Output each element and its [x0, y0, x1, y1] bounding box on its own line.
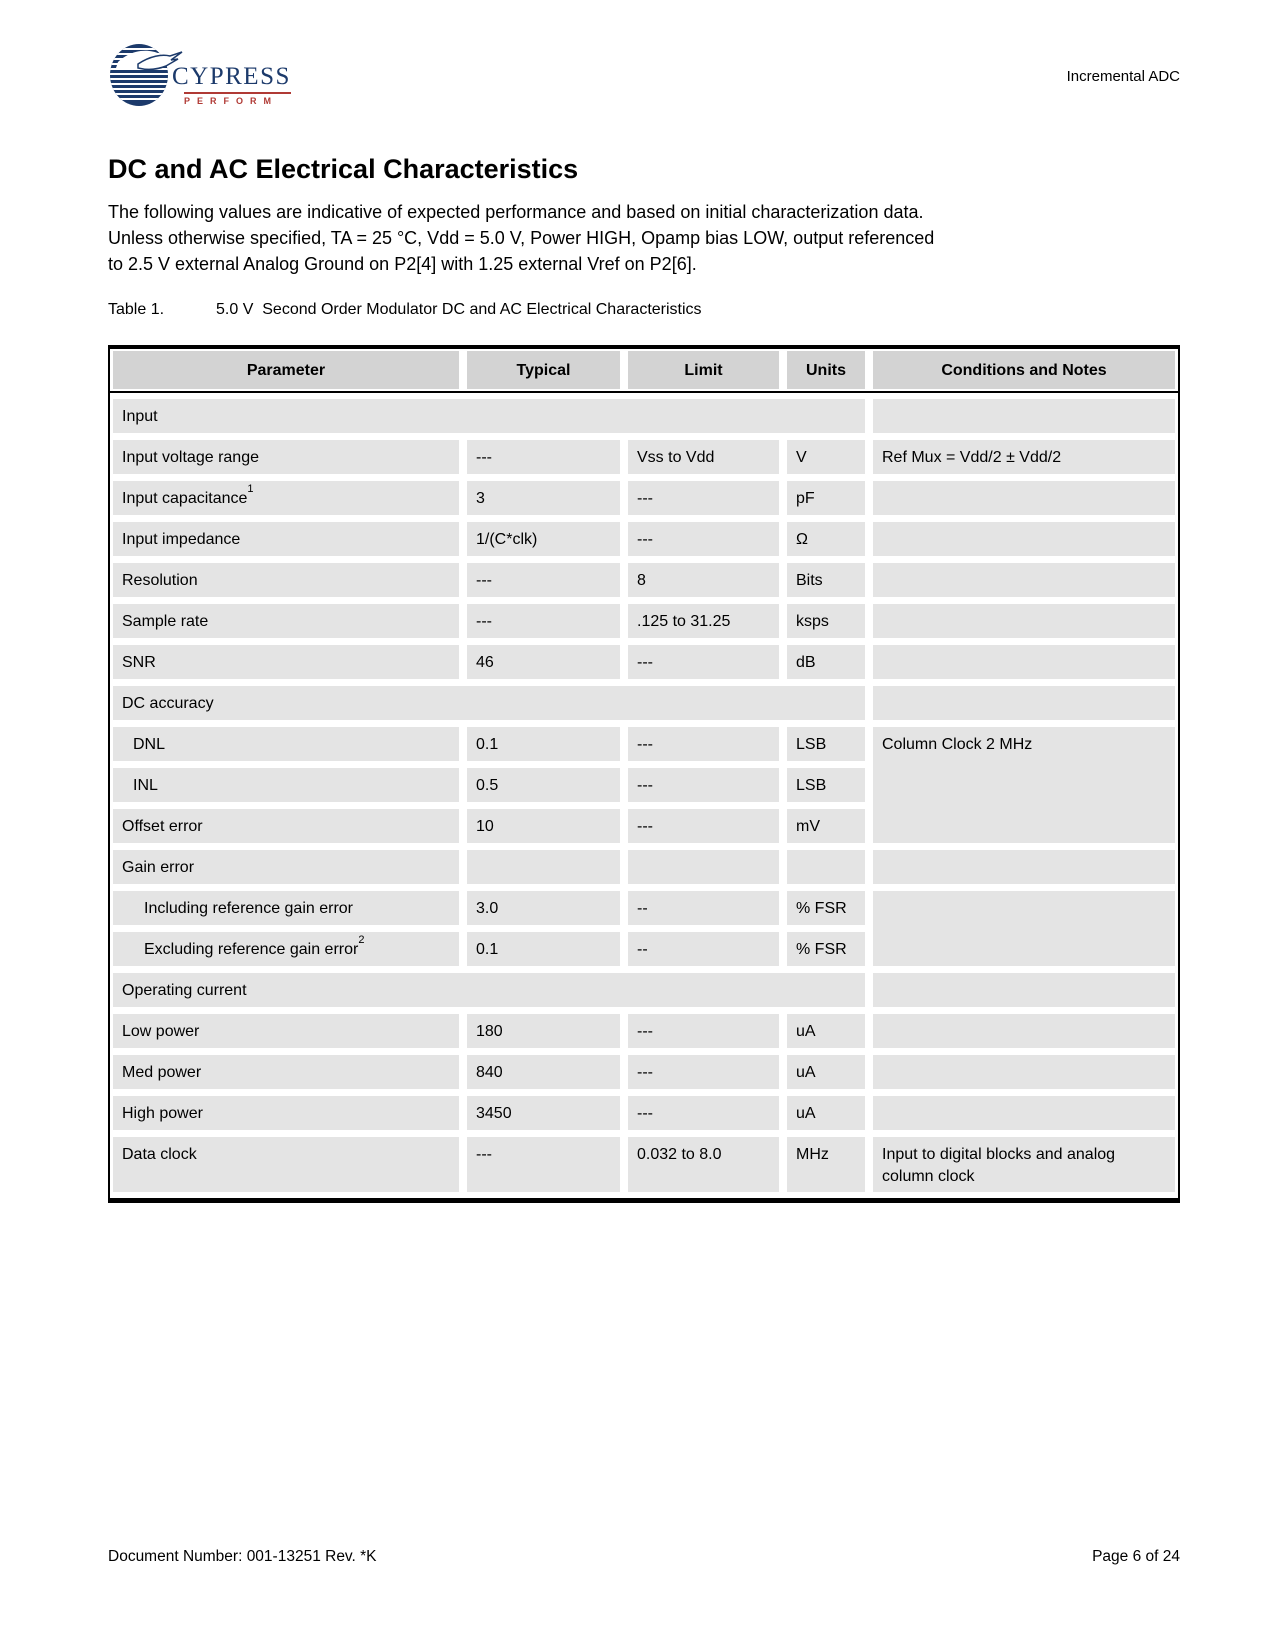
table-cell-limit: Vss to Vdd [628, 440, 779, 474]
table-cell-limit: -- [628, 891, 779, 925]
column-header-limit: Limit [628, 351, 779, 389]
brand-tagline: PERFORM [184, 92, 291, 106]
table-cell-units: uA [787, 1096, 865, 1130]
table-cell-typical: --- [467, 1137, 620, 1192]
table-cell-units: pF [787, 481, 865, 515]
table-cell-parameter: Including reference gain error [113, 891, 459, 925]
table-cell-conditions: Input to digital blocks and analog column clock [873, 1137, 1175, 1192]
table-cell-units: mV [787, 809, 865, 843]
table-cell-typical: 1/(C*clk) [467, 522, 620, 556]
table-cell-units: uA [787, 1055, 865, 1089]
column-header-conditions: Conditions and Notes [873, 351, 1175, 389]
logo-text [172, 64, 291, 106]
column-header-typical: Typical [467, 351, 620, 389]
table-cell-parameter: SNR [113, 645, 459, 679]
table-cell-conditions [873, 1014, 1175, 1048]
table-header-row [110, 349, 1178, 393]
table-cell-parameter: Offset error [113, 809, 459, 843]
table-cell-parameter: DNL [113, 727, 459, 761]
intro-line-1: The following values are indicative of expected performance and based on initial characterization data. [108, 202, 924, 222]
table-cell-typical: --- [467, 563, 620, 597]
table-cell-typical: 3450 [467, 1096, 620, 1130]
table-cell-typical: 10 [467, 809, 620, 843]
table-cell-typical: --- [467, 440, 620, 474]
table-cell-conditions [873, 522, 1175, 556]
table-cell-units: Bits [787, 563, 865, 597]
page-number: Page 6 of 24 [1092, 1548, 1180, 1565]
intro-line-3: to 2.5 V external Analog Ground on P2[4] with 1.25 external Vref on P2[6]. [108, 254, 697, 274]
table-cell-typical: 3.0 [467, 891, 620, 925]
section-row-dc-accuracy: DC accuracy [113, 686, 865, 720]
footnote-ref: 2 [358, 933, 365, 946]
table-cell-parameter: Sample rate [113, 604, 459, 638]
table-cell-parameter: Resolution [113, 563, 459, 597]
page-footer [108, 1548, 1180, 1566]
table-cell-parameter: INL [113, 768, 459, 802]
table-cell-units: LSB [787, 768, 865, 802]
table-cell-units: % FSR [787, 932, 865, 966]
table-cell-conditions [873, 563, 1175, 597]
table-body [110, 393, 1178, 1198]
table-cell-conditions: Column Clock 2 MHz [873, 727, 1175, 843]
section-row-operating-current: Operating current [113, 973, 865, 1007]
table-cell-limit [628, 850, 779, 884]
table-cell-units [787, 850, 865, 884]
table-cell-parameter: Input impedance [113, 522, 459, 556]
section-heading: DC and AC Electrical Characteristics [108, 154, 579, 184]
table-cell-units: LSB [787, 727, 865, 761]
table-cell-limit: --- [628, 809, 779, 843]
table-caption [108, 301, 1180, 319]
table-cell-typical: 0.5 [467, 768, 620, 802]
table-cell-parameter: Excluding reference gain error$^2$ [113, 932, 459, 966]
table-cell-conditions [873, 399, 1175, 433]
table-cell-conditions [873, 604, 1175, 638]
table-cell-typical: --- [467, 604, 620, 638]
table-cell-conditions [873, 891, 1175, 966]
table-cell-limit: --- [628, 727, 779, 761]
intro-line-2: Unless otherwise specified, TA = 25 °C, Vdd = 5.0 V, Power HIGH, Opamp bias LOW, output referenced [108, 228, 935, 248]
table-cell-limit: --- [628, 522, 779, 556]
table-cell-limit: -- [628, 932, 779, 966]
table-cell-limit: .125 to 31.25 [628, 604, 779, 638]
brand-name: CYPRESS [172, 63, 291, 90]
table-cell-conditions [873, 481, 1175, 515]
table-cell-conditions [873, 973, 1175, 1007]
table-cell-conditions [873, 645, 1175, 679]
table-cell-limit: --- [628, 1096, 779, 1130]
table-cell-limit: --- [628, 481, 779, 515]
table-cell-limit: --- [628, 1055, 779, 1089]
table-cell-conditions [873, 1055, 1175, 1089]
table-cell-units: % FSR [787, 891, 865, 925]
table-cell-typical: 0.1 [467, 727, 620, 761]
table-cell-units: dB [787, 645, 865, 679]
table-cell-limit: --- [628, 768, 779, 802]
table-cell-parameter: Low power [113, 1014, 459, 1048]
table-cell-units: uA [787, 1014, 865, 1048]
table-cell-typical: 3 [467, 481, 620, 515]
column-header-parameter: Parameter [113, 351, 459, 389]
table-cell-parameter: Input voltage range [113, 440, 459, 474]
table-cell-typical: 0.1 [467, 932, 620, 966]
table-cell-parameter: Input capacitance$^1$ [113, 481, 459, 515]
document-number: Document Number: 001-13251 Rev. *K [108, 1548, 377, 1565]
section-row-input: Input [113, 399, 865, 433]
cypress-logo [108, 42, 291, 108]
table-cell-limit: 8 [628, 563, 779, 597]
table-cell-units: V [787, 440, 865, 474]
intro-paragraph [108, 199, 1180, 277]
table-cell-typical: 46 [467, 645, 620, 679]
table-caption-title: 5.0 V Second Order Modulator DC and AC Electrical Characteristics [216, 301, 702, 318]
table-cell-limit: --- [628, 645, 779, 679]
table-cell-parameter: High power [113, 1096, 459, 1130]
table-cell-typical: 840 [467, 1055, 620, 1089]
table-cell-units: MHz [787, 1137, 865, 1192]
table-cell-conditions: Ref Mux = Vdd/2 ± Vdd/2 [873, 440, 1175, 474]
table-cell-limit: 0.032 to 8.0 [628, 1137, 779, 1192]
page-header [108, 42, 1180, 120]
document-title: Incremental ADC [1066, 68, 1180, 85]
table-cell-parameter: Med power [113, 1055, 459, 1089]
table-cell-conditions [873, 1096, 1175, 1130]
table-cell-units: ksps [787, 604, 865, 638]
characteristics-table [108, 345, 1180, 1203]
table-cell-conditions [873, 686, 1175, 720]
table-cell-typical: 180 [467, 1014, 620, 1048]
table-cell-typical [467, 850, 620, 884]
table-cell-conditions [873, 850, 1175, 884]
table-caption-label: Table 1. [108, 301, 165, 318]
table-cell-units: Ω [787, 522, 865, 556]
column-header-units: Units [787, 351, 865, 389]
section-row-gain-error: Gain error [113, 850, 459, 884]
table-cell-parameter: Data clock [113, 1137, 459, 1192]
footnote-ref: 1 [247, 482, 254, 495]
table-cell-limit: --- [628, 1014, 779, 1048]
